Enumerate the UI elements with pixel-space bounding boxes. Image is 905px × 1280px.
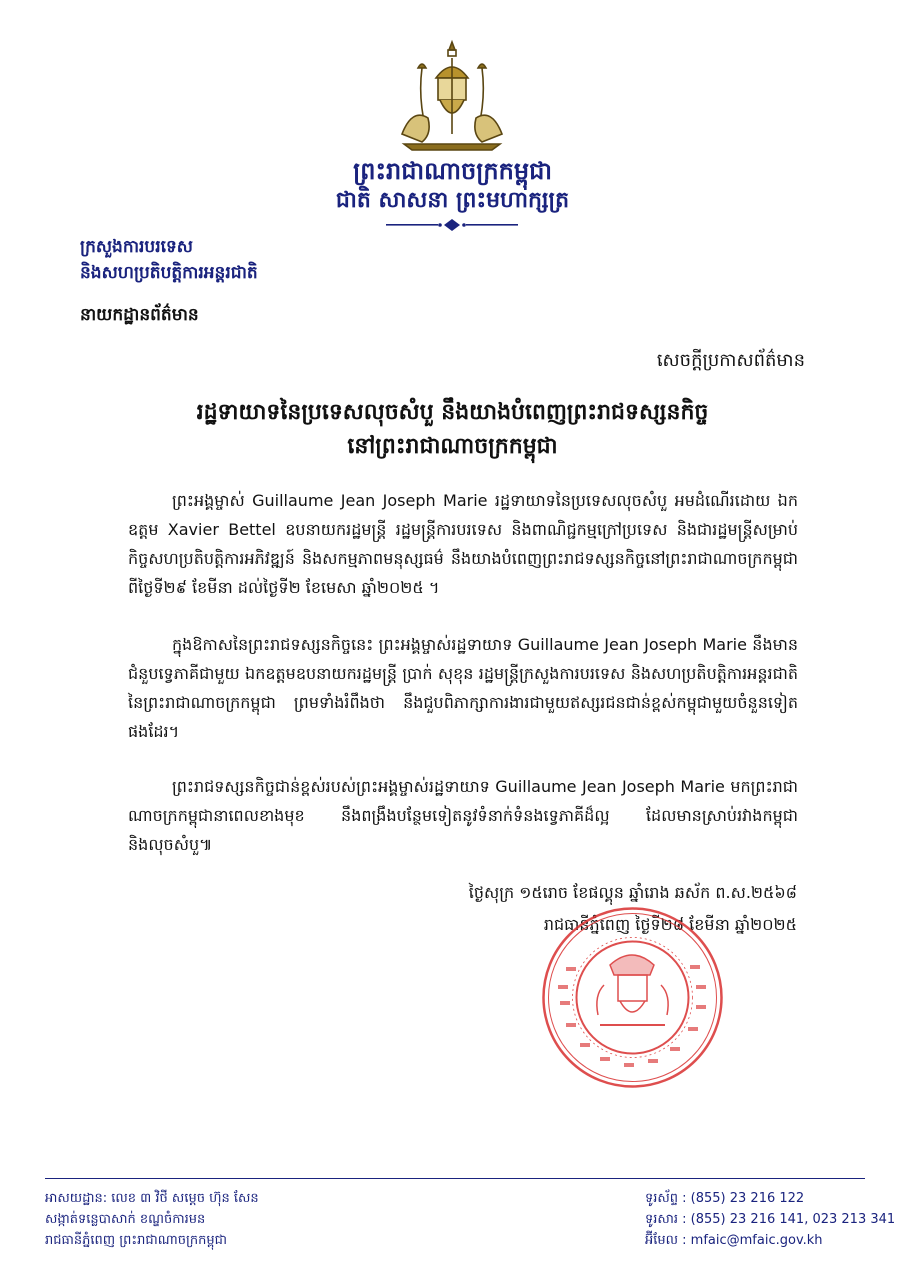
address-label: អាសយដ្ឋាន:	[45, 1191, 108, 1206]
footer-contacts	[645, 1188, 895, 1251]
ministry-name-line2: និងសហប្រតិបត្តិការអន្តរជាតិ	[80, 263, 258, 283]
email-link[interactable]: mfaic@mfaic.gov.kh	[690, 1233, 823, 1248]
document-type: សេចក្តីប្រកាសព័ត៌មាន	[656, 350, 805, 371]
headline-line1: រដ្ឋទាយាទនៃប្រទេសលុចសំបួ នឹងយាងបំពេញព្រះរាជទស្សនកិច្ច	[196, 400, 709, 425]
phone-label: ទូរស័ព្ទ :	[645, 1191, 687, 1206]
address-line2: សង្កាត់ទន្លេបាសាក់ ខណ្ឌចំការមន	[45, 1212, 206, 1227]
body-paragraph-3: ព្រះរាជទស្សនកិច្ចជាន់ខ្ពស់របស់ព្រះអង្គម្ចាស់រដ្ឋទាយាទ Guillaume Jean Joseph Marie មកព្រះរាជាណាចក្រកម្ពុជានាពេលខាងមុខ នឹងពង្រឹងបន្ថែមទៀតនូវទំនាក់ទំនងទ្វេភាគីដ៏ល្អ ដែលមានស្រាប់រវាងកម្ពុជា និងលុចសំបួ៕	[128, 777, 798, 854]
ministry-name-line1: ក្រសួងការបរទេស	[80, 237, 193, 257]
footer-address	[45, 1188, 259, 1251]
royal-emblem-icon	[392, 38, 512, 153]
footer-divider	[45, 1178, 865, 1179]
email-label: អ៊ីមែល :	[645, 1233, 687, 1248]
body-paragraph-1: ព្រះអង្គម្ចាស់ Guillaume Jean Joseph Marie រដ្ឋទាយាទនៃប្រទេសលុចសំបួ អមដំណើរដោយ ឯកឧត្តម Xavier Bettel ឧបនាយករដ្ឋមន្ត្រី រដ្ឋមន្ត្រីការបរទេស និងពាណិជ្ជកម្មក្រៅប្រទេស និងជារដ្ឋមន្ត្រីសម្រាប់កិច្ចសហប្រតិបត្តិការអភិវឌ្ឍន៍ និងសកម្មភាពមនុស្សធម៌ នឹងយាងបំពេញព្រះរាជទស្សនកិច្ចនៅព្រះរាជាណាចក្រកម្ពុជា ពីថ្ងៃទី២៩ ខែមីនា ដល់ថ្ងៃទី២ ខែមេសា ឆ្នាំ២០២៥ ។	[128, 491, 798, 597]
lunar-dateline: ថ្ងៃសុក្រ ១៥រោច ខែផល្គុន ឆ្នាំរោង ឆស័ក ព.ស.២៥៦៨	[468, 883, 797, 902]
national-motto: ជាតិ សាសនា ព្រះមហាក្សត្រ	[335, 188, 570, 213]
phone-value: (855) 23 216 122	[690, 1191, 805, 1206]
fax-label: ទូរសារ :	[645, 1212, 687, 1227]
department-name: នាយកដ្ឋានព័ត៌មាន	[80, 305, 199, 325]
solar-dateline: រាជធានីភ្នំពេញ ថ្ងៃទី២៨ ខែមីនា ឆ្នាំ២០២៥	[543, 915, 797, 934]
kingdom-title: ព្រះរាជាណាចក្រកម្ពុជា	[353, 157, 552, 185]
address-line1: លេខ ៣ វិថី សម្តេច ហ៊ុន សែន	[111, 1191, 259, 1206]
headline-line2: នៅព្រះរាជាណាចក្រកម្ពុជា	[347, 434, 558, 459]
official-seal-icon	[540, 905, 725, 1090]
ornament-divider-icon	[382, 218, 522, 232]
fax-value: (855) 23 216 141, 023 213 341	[690, 1212, 896, 1227]
address-line3: រាជធានីភ្នំពេញ ព្រះរាជាណាចក្រកម្ពុជា	[45, 1233, 227, 1248]
body-paragraph-2: ក្នុងឱកាសនៃព្រះរាជទស្សនកិច្ចនេះ ព្រះអង្គម្ចាស់រដ្ឋទាយាទ Guillaume Jean Joseph Marie នឹងមានជំនួបទ្វេភាគីជាមួយ ឯកឧត្តមឧបនាយករដ្ឋមន្ត្រី ប្រាក់ សុខុន រដ្ឋមន្ត្រីក្រសួងការបរទេស និងសហប្រតិបត្តិការអន្តរជាតិ នៃព្រះរាជាណាចក្រកម្ពុជា ព្រមទាំងរំពឹងថា នឹងជួបពិភាក្សាការងារជាមួយឥស្សរជនជាន់ខ្ពស់កម្ពុជាមួយចំនួនទៀត ផងដែរ។	[128, 635, 798, 741]
